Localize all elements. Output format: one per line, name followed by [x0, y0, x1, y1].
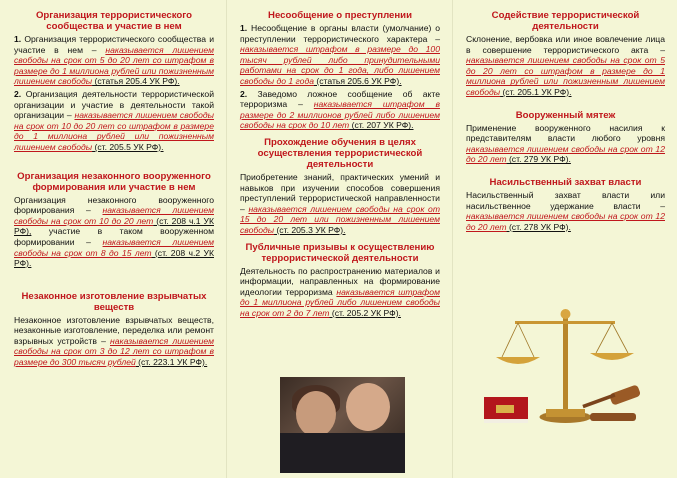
paragraph: Организация незаконного вооруженного формирования – наказывается лишением свободы на срок от 10 до 20 лет (ст. 208 ч.1 УК РФ), участие в таком вооруженном формировании – наказывается лишением свободы на срок от 8 до 15 лет (ст. 208 ч.2 УК РФ). — [14, 194, 214, 269]
paragraph: Склонение, вербовка или иное вовлечение лица в совершение террористического акта – наказывается лишением свободы на срок от 5 до 20 лет со штрафом в размере до 1 миллиона рублей или пожизненным лишением свободы (ст. 205.1 УК РФ). — [466, 34, 665, 97]
section-title-seizure-of-power: Насильственный захват власти — [489, 176, 642, 188]
photo-figure — [346, 383, 390, 431]
section-title-armed-formation: Организация незаконного вооруженного формирования или участие в нем — [17, 170, 211, 193]
paragraph: 2. Заведомо ложное сообщение об акте терроризма – наказывается штрафом в размере до 2 миллионов рублей либо лишением свободы на срок до 10 лет (ст. 207 УК РФ). — [240, 88, 440, 131]
photo-figure — [296, 391, 336, 437]
section-title-terror-training: Прохождение обучения в целях осуществления террористической деятельности — [257, 136, 423, 170]
section-title-public-calls: Публичные призывы к осуществлению террористической деятельности — [245, 241, 435, 264]
paragraph: Деятельность по распространению материалов и информации, направленных на формирование идеологии терроризма наказывается штрафом до 1 миллиона рублей либо лишением свободы на срок от 2 до 7 лет (ст. 205.2 УК РФ). — [240, 265, 440, 318]
distressed-people-photo — [280, 377, 405, 473]
column-1 — [0, 0, 226, 478]
section-title-assistance: Содействие террористической деятельности — [491, 10, 640, 32]
section-title-terror-community: Организация террористического сообщества и участие в нем — [35, 10, 193, 32]
paragraph: 2. Организация деятельности террористической организации и участие в деятельности такой организации – наказывается лишением свободы на срок от 10 до 20 лет со штрафом в размере до 1 миллиона рублей или пожизненным лишением свободы (ст. 205.5 УК РФ). — [14, 88, 214, 152]
section-title-non-reporting: Несообщение о преступлении — [268, 10, 412, 21]
paragraph: Насильственный захват власти или насильственное удержание власти – наказывается лишением свободы на срок от 12 до 20 лет (ст. 278 УК РФ). — [466, 189, 665, 232]
paragraph: Приобретение знаний, практических умений и навыков при изучении способов совершения преступлений террористической направленности – наказывается лишением свободы на срок от 15 до 20 лет или пожизненным лишением свободы (ст. 205.3 УК РФ). — [240, 171, 440, 235]
section-title-explosives: Незаконное изготовление взрывчатых веществ — [21, 290, 207, 313]
scales-of-justice-icon — [470, 305, 660, 435]
photo-figure — [280, 433, 405, 473]
section-title-armed-mutiny: Вооруженный мятеж — [515, 109, 616, 121]
paragraph: 1. Организация террористического сообщества и участие в нем – наказывается лишением свободы на срок от 5 до 20 лет со штрафом в размере до 1 миллиона рублей или пожизненным лишением свободы (статья 205.4 УК РФ). — [14, 34, 214, 87]
paragraph: 1. Несообщение в органы власти (умолчание) о преступлении террористического характера – наказывается штрафом в размере до 100 тысяч рублей либо принудительными работами на срок до 1 года, либо лишением свободы до 1 года (статья 205.6 УК РФ). — [240, 23, 440, 86]
paragraph: Применение вооруженного насилия к представителям власти любого уровня наказывается лишением свободы на срок от 12 до 20 лет (ст. 279 УК РФ). — [466, 122, 665, 165]
paragraph: Незаконное изготовление взрывчатых веществ, незаконные изготовление, переделка или ремонт взрывных устройств – наказывается лишением свободы на срок от 3 до 12 лет со штрафом в размере до 300 тысяч рублей (ст. 223.1 УК РФ). — [14, 314, 214, 368]
